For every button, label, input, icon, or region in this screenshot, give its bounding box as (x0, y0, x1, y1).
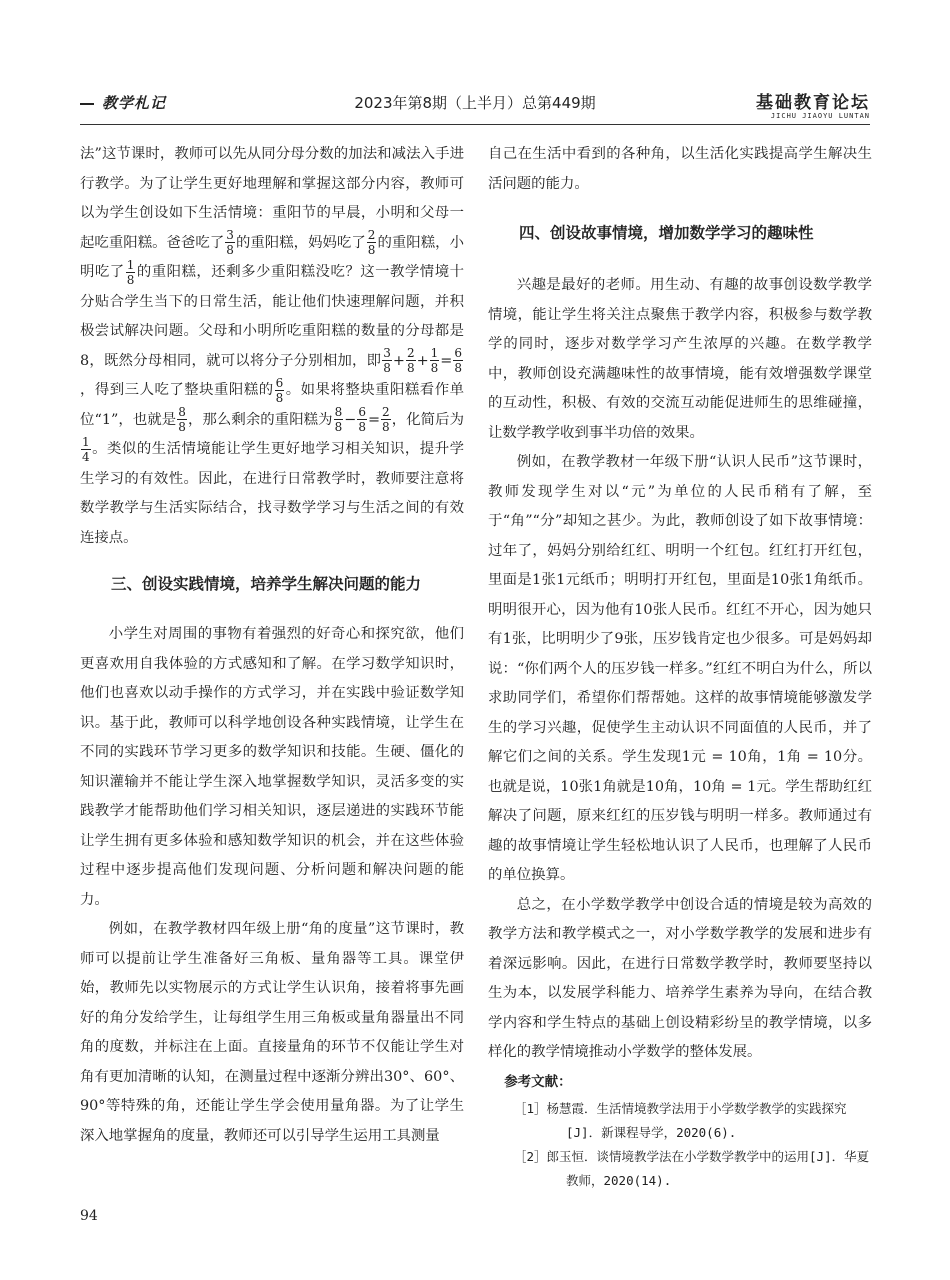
denominator: 8 (382, 420, 390, 434)
references-title: 参考文献： (504, 1073, 572, 1090)
fraction (334, 406, 344, 433)
numerator: 3 (383, 346, 391, 360)
numerator: 8 (178, 405, 186, 419)
text-run: ，化简后为 (391, 411, 464, 428)
denominator: 8 (358, 420, 366, 434)
issue-info: 2023年第8期（上半月）总第449期 (354, 94, 596, 112)
denominator: 8 (334, 420, 343, 434)
fraction (406, 347, 416, 374)
numerator: 1 (430, 346, 439, 360)
text-run: + (392, 352, 405, 369)
fraction (381, 406, 391, 433)
denominator: 8 (178, 420, 186, 434)
denominator: 8 (275, 390, 284, 405)
reference-item: ［1］杨慧霞．生活情境教学法用于小学数学教学的实践探究[J]．新课程导学，2020(6). (514, 1101, 847, 1140)
numerator: 6 (358, 405, 366, 419)
text-run: 。类似的生活情境能让学生更好地学习相关知识，提升学生学习的有效性。因此，在进行日常教学时，教师要注意将数学教学与生活实际结合，找寻数学学习与生活之间的有效连接点。 (80, 441, 464, 546)
right-column (488, 140, 872, 1193)
numerator: 3 (226, 228, 234, 242)
paragraph: 例如，在教学教材四年级上册“角的度量”这节课时，教师可以提前让学生准备好三角板、量角器等工具。课堂伊始，教师先以实物展示的方式让学生认识角，接着将事先画好的角分发给学生，让每组学生用三角板或量角器量出不同角的度数，并标注在上面。直接量角的环节不仅能让学生对角有更加清晰的认知，在测量过程中逐渐分辨出30°、60°、90°等特殊的角，还能让学生学会使用量角器。为了让学生深入地掌握角的度量，教师还可以引导学生运用工具测量 (80, 921, 464, 1144)
brand-subtitle: JICHU JIAOYU LUNTAN (770, 112, 870, 120)
text-run: 的重阳糕，小明吃了 (80, 234, 464, 280)
numerator: 8 (334, 405, 343, 419)
text-run: − (344, 411, 357, 428)
section-heading-3: 三、创设实践情境，培养学生解决问题的能力 (111, 575, 422, 593)
paragraph: 兴趣是最好的老师。用生动、有趣的故事创设数学教学情境，能让学生将关注点聚焦于教学内容，积极参与数学教学的同时，逐步对数学学习产生浓厚的兴趣。在数学教学中，教师创设充满趣味性的故事情境，能有效增强数学课堂的互动性，积极、有效的交流互动能促进师生的思维碰撞，让数学教学收到事半功倍的效果。 (488, 277, 872, 441)
paragraph: 总之，在小学数学教学中创设合适的情境是较为高效的教学方法和教学模式之一，对小学数学教学的发展和进步有着深远影响。因此，在进行日常数学教学时，教师要坚持以生为本，以发展学科能力、培养学生素养为导向，在结合教学内容和学生特点的基础上创设精彩纷呈的教学情境，以多样化的教学情境推动小学数学的整体发展。 (488, 896, 872, 1060)
fraction (430, 347, 440, 374)
text-run: 的重阳糕，还剩多少重阳糕没吃？这一教学情境十分贴合学生当下的日常生活，能让他们快速理解问题，并积极尝试解决问题。父母和小明所吃重阳糕的数量的分母都是8，既然分母相同，就可以将分子分别相加，即 (80, 264, 464, 369)
section-heading-4: 四、创设故事情境，增加数学学习的趣味性 (519, 224, 814, 242)
numerator: 2 (382, 405, 390, 419)
paragraph-fractions (80, 140, 464, 553)
denominator: 8 (226, 243, 234, 257)
numerator: 6 (275, 375, 284, 390)
fraction (126, 259, 136, 286)
paragraph: 自己在生活中看到的各种角，以生活化实践提高学生解决生活问题的能力。 (488, 146, 872, 192)
journal-brand (756, 88, 870, 120)
fraction (81, 436, 91, 463)
page-header (80, 88, 870, 124)
text-run: = (367, 411, 381, 428)
fraction (357, 406, 367, 433)
denominator: 8 (367, 243, 376, 257)
numerator: 1 (82, 434, 90, 449)
denominator: 8 (126, 272, 135, 287)
fraction (453, 347, 463, 374)
text-run: = (440, 352, 453, 369)
paragraph: 例如，在教学教材一年级下册“认识人民币”这节课时，教师发现学生对以“元”为单位的人民币稍有了解，至于“角”“分”却知之甚少。为此，教师创设了如下故事情境：过年了，妈妈分别给红红、明明一个红包。红红打开红包，里面是1张1元纸币；明明打开红包，里面是10张1角纸币。明明很开心，因为他有10张人民币。红红不开心，因为她只有1张，比明明少了9张，压岁钱肯定也少很多。可是妈妈却说：“你们两个人的压岁钱一样多。”红红不明白为什么，所以求助同学们，希望你们帮帮她。这样的故事情境能够激发学生的学习兴趣，促使学生主动认识不同面值的人民币，并了解它们之间的关系。学生发现1元 = 10角，1角 = 10分。也就是说，10张1角就是10角，10角 = 1元。学生帮助红红解决了问题，原来红红的压岁钱与明明一样多。教师通过有趣的故事情境让学生轻松地认识了人民币，也理解了人民币的单位换算。 (488, 454, 872, 883)
denominator: 8 (406, 361, 415, 375)
text-run: 法”这节课时，教师可以先从同分母分数的加法和减法入手进行教学。为了让学生更好地理解和掌握这部分内容，教师可以为学生创设如下生活情境：重阳节的早晨，小明和父母一起吃重阳糕。爸爸吃了 (80, 146, 464, 251)
fraction (177, 406, 187, 433)
reference-item: ［2］郎玉恒．谈情境教学法在小学数学教学中的运用[J]．华夏教师，2020(14). (514, 1149, 870, 1188)
denominator: 8 (454, 361, 462, 375)
text-run: ，那么剩余的重阳糕为 (187, 411, 333, 428)
denominator: 8 (430, 361, 439, 375)
denominator: 4 (82, 449, 90, 464)
header-rule (80, 124, 870, 125)
text-run: 的重阳糕，妈妈吃了 (235, 234, 366, 251)
paragraph: 小学生对周围的事物有着强烈的好奇心和探究欲，他们更喜欢用自我体验的方式感知和了解。在学习数学知识时，他们也喜欢以动手操作的方式学习，并在实践中验证数学知识。基于此，教师可以科学地创设各种实践情境，让学生在不同的实践环节学习更多的数学知识和技能。生硬、僵化的知识灌输并不能让学生深入地掌握数学知识，灵活多变的实践教学才能帮助他们学习相关知识，逐层递进的实践环节能让学生拥有更多体验和感知数学知识的机会，并在这些体验过程中逐步提高他们发现问题、分析问题和解决问题的能力。 (80, 626, 464, 908)
fraction (275, 377, 285, 404)
denominator: 8 (383, 361, 391, 375)
section-text: 教学札记 (102, 94, 167, 112)
numerator: 2 (406, 346, 415, 360)
brand-title: 基础教育论坛 (756, 93, 870, 113)
fraction (382, 347, 392, 374)
numerator: 2 (367, 228, 376, 242)
fraction (225, 229, 235, 256)
page-number: 94 (80, 1208, 98, 1224)
numerator: 6 (454, 346, 462, 360)
text-run: ，得到三人吃了整块重阳糕的 (80, 382, 274, 398)
numerator: 1 (126, 257, 135, 272)
text-run: 。如果将整块重阳糕看作单位“1”，也就是 (80, 382, 464, 428)
text-run: + (416, 352, 429, 369)
fraction (367, 229, 377, 256)
left-column (80, 140, 464, 1151)
